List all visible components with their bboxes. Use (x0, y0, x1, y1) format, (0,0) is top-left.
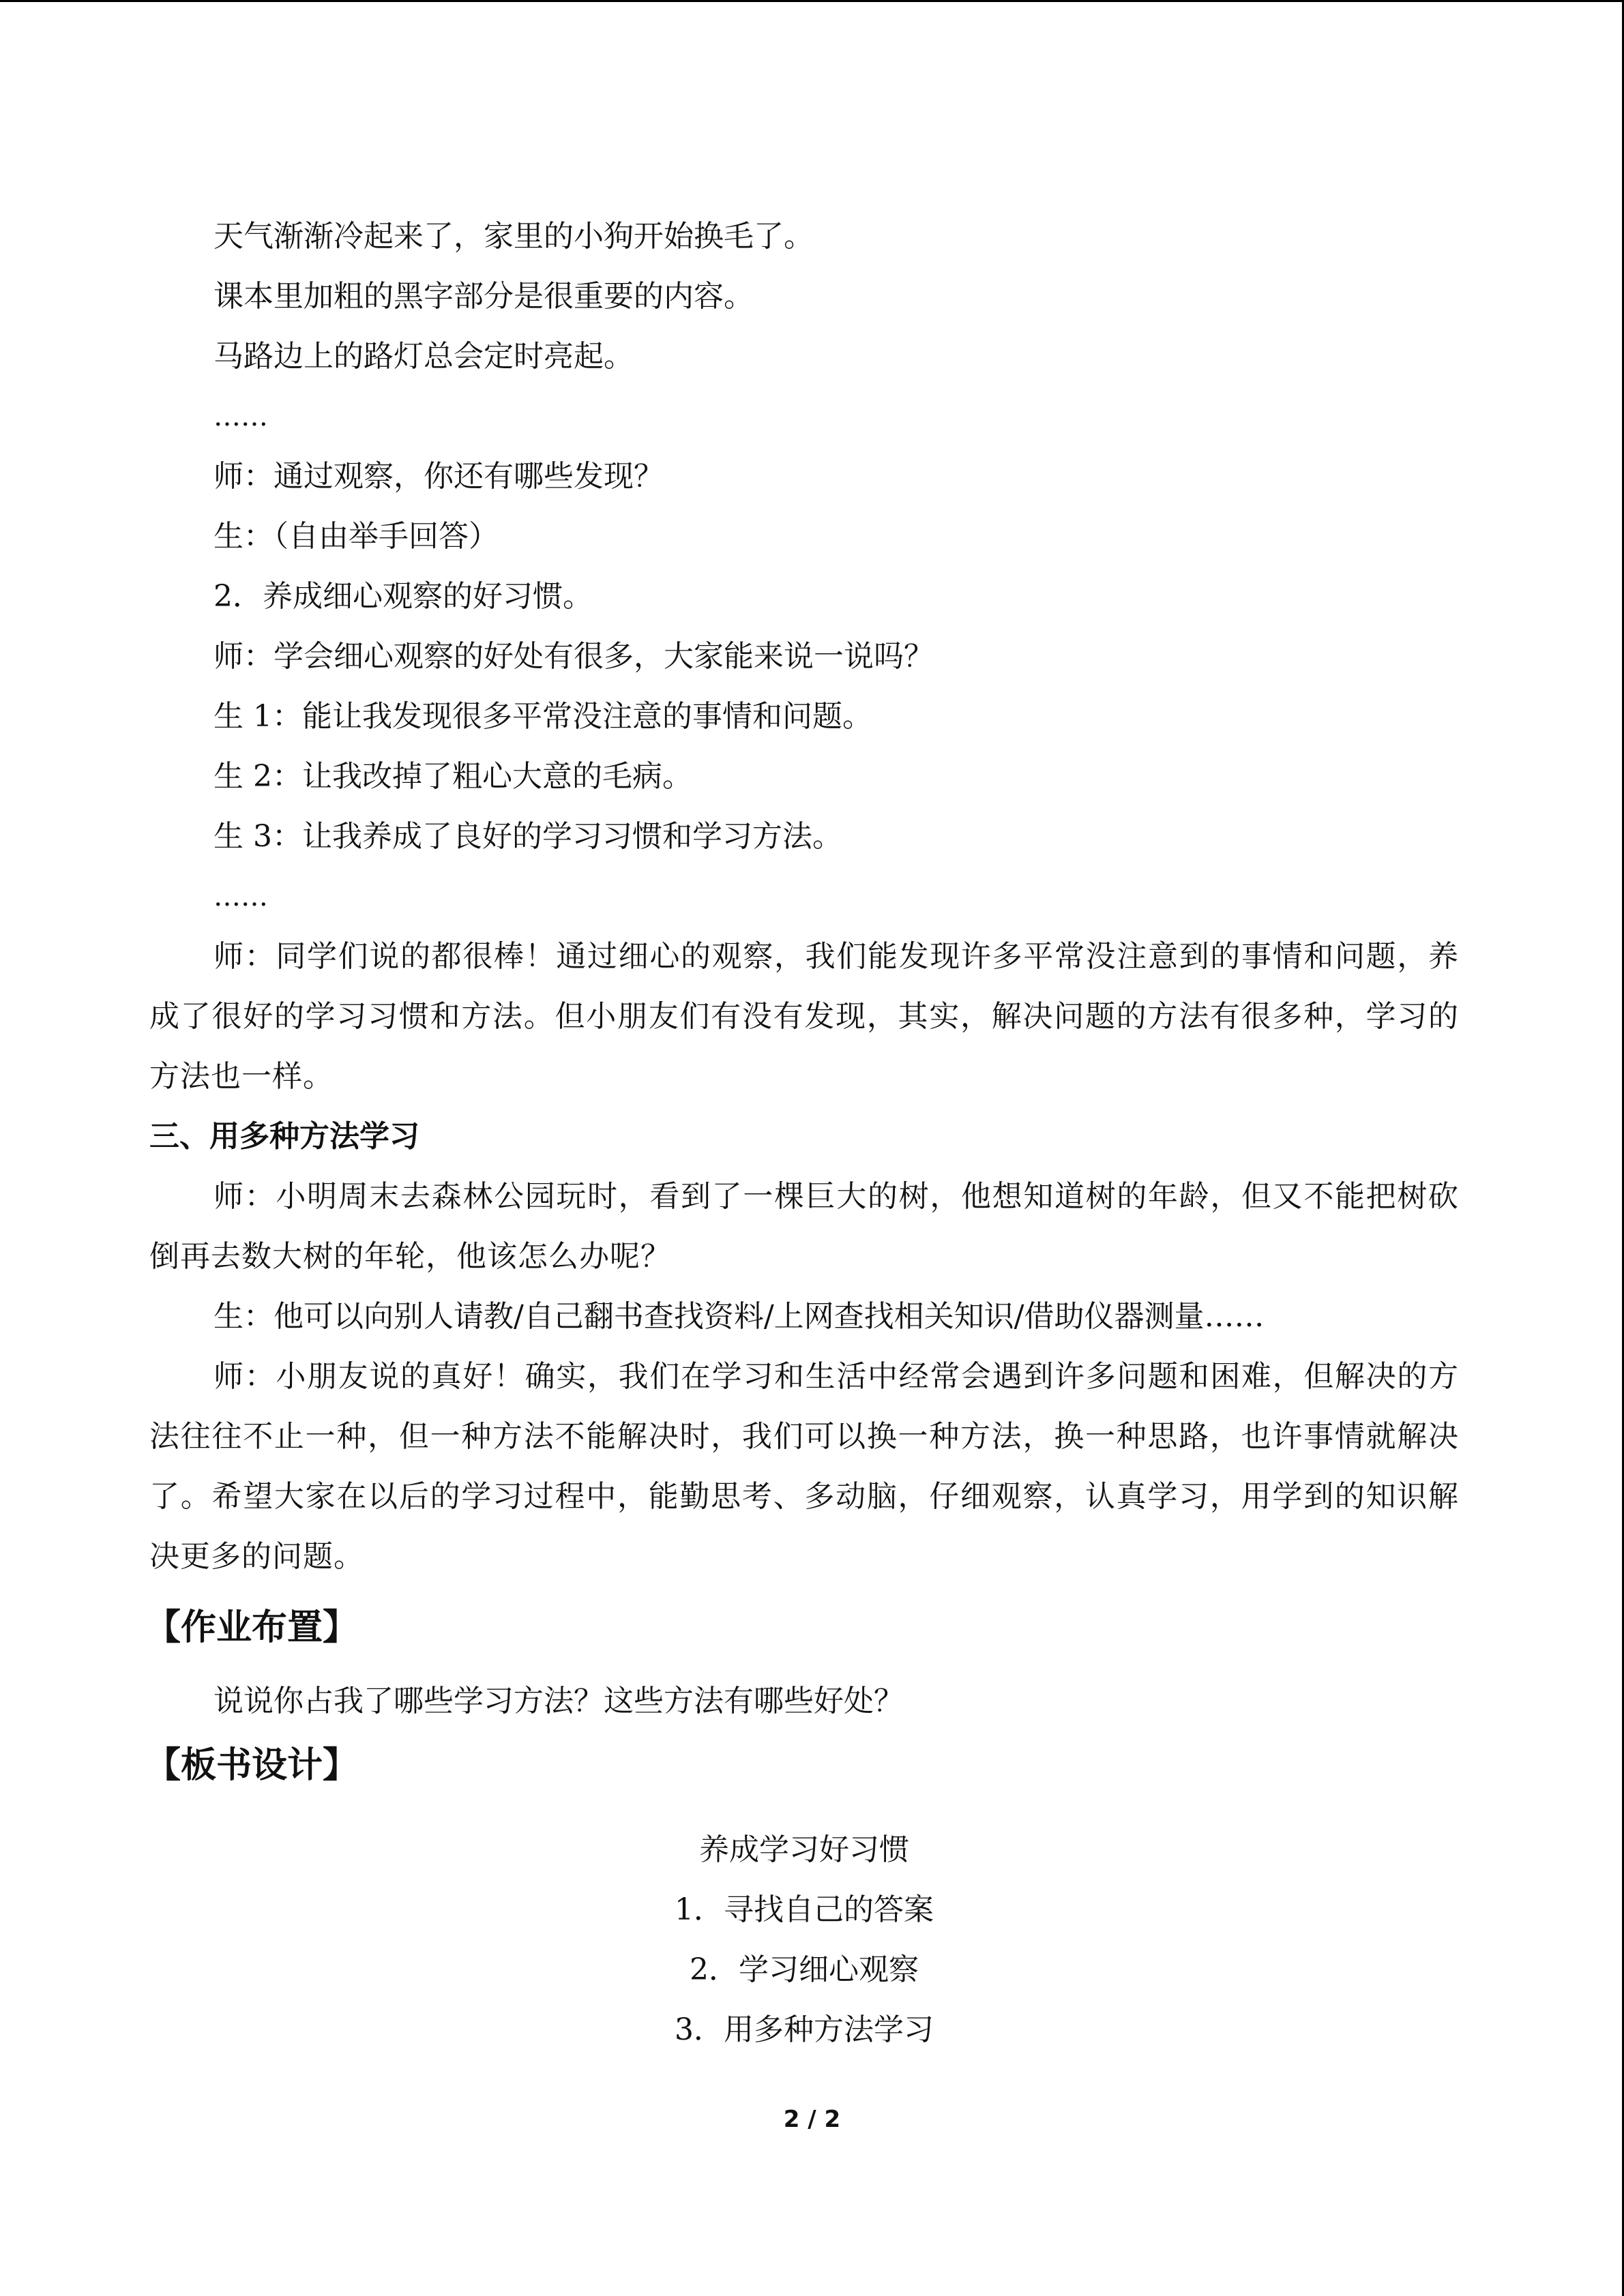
student-answer: 生：他可以向别人请教/自己翻书查找资料/上网查找相关知识/借助仪器测量…… (213, 1299, 1265, 1334)
teacher-paragraph: 师：小明周末去森林公园玩时，看到了一棵巨大的树，他想知道树的年龄，但又不能把树砍倒再去数大树的年轮，他该怎么办呢？ (149, 1179, 1459, 1274)
board-item: 1．寻找自己的答案 (675, 1892, 934, 1927)
numbered-point: 2．养成细心观察的好习惯。 (213, 579, 593, 614)
ellipsis: …… (213, 401, 268, 432)
homework-heading: 【作业布置】 (145, 1607, 359, 1648)
dialogue-line: 师：通过观察，你还有哪些发现？ (213, 459, 664, 494)
homework-text: 说说你占我了哪些学习方法？这些方法有哪些好处？ (213, 1684, 904, 1718)
dialogue-line: 生：（自由举手回答） (213, 519, 499, 554)
dialogue-line: 生 3：让我养成了良好的学习习惯和学习方法。 (213, 819, 842, 854)
section-heading: 三、用多种方法学习 (149, 1119, 419, 1154)
dialogue-line: 生 2：让我改掉了粗心大意的毛病。 (213, 759, 692, 794)
teacher-paragraph: 师：同学们说的都很棒！通过细心的观察，我们能发现许多平常没注意到的事情和问题，养成了很好的学习习惯和方法。但小朋友们有没有发现，其实，解决问题的方法有很多种，学习的方法也一样。 (149, 939, 1459, 1094)
document-body (145, 207, 1459, 2060)
text-line: 马路边上的路灯总会定时亮起。 (213, 339, 634, 374)
board-title: 养成学习好习惯 (699, 1832, 909, 1867)
board-item: 3．用多种方法学习 (675, 2012, 934, 2047)
board-design-heading: 【板书设计】 (145, 1745, 359, 1786)
text-line: 课本里加粗的黑字部分是很重要的内容。 (213, 279, 754, 314)
ellipsis: …… (213, 881, 268, 912)
dialogue-line: 生 1：能让我发现很多平常没注意的事情和问题。 (213, 699, 872, 734)
dialogue-line: 师：学会细心观察的好处有很多，大家能来说一说吗？ (213, 639, 934, 674)
page-number: 2 / 2 (783, 2106, 841, 2133)
teacher-paragraph: 师：小朋友说的真好！确实，我们在学习和生活中经常会遇到许多问题和困难，但解决的方法往往不止一种，但一种方法不能解决时，我们可以换一种方法，换一种思路，也许事情就解决了。希望大家在以后的学习过程中，能勤思考、多动脑，仔细观察，认真学习，用学到的知识解决更多的问题。 (149, 1359, 1459, 1574)
text-line: 天气渐渐冷起来了，家里的小狗开始换毛了。 (213, 219, 814, 254)
board-item: 2．学习细心观察 (690, 1952, 919, 1987)
